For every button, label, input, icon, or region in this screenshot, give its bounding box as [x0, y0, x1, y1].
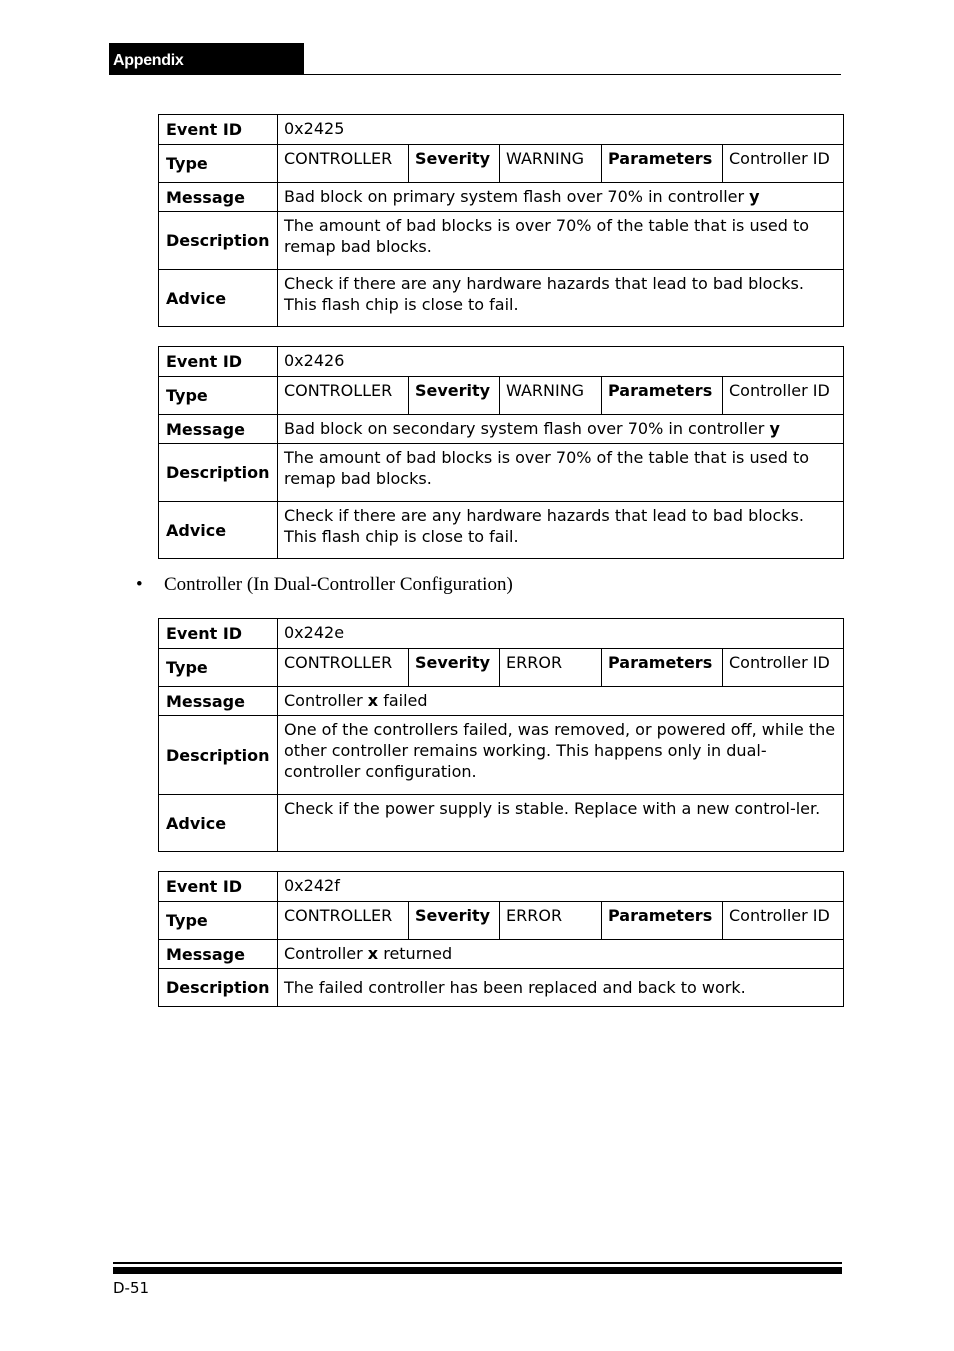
- severity-label: Severity: [409, 145, 500, 183]
- page-number: D-51: [113, 1279, 150, 1297]
- type-value: CONTROLLER: [278, 145, 409, 183]
- header-rule: [304, 74, 841, 75]
- description-label: Description: [159, 969, 278, 1007]
- footer-rule-thin: [113, 1262, 842, 1264]
- event-id-label: Event ID: [159, 347, 278, 377]
- event-id-label: Event ID: [159, 619, 278, 649]
- parameters-label: Parameters: [602, 145, 723, 183]
- type-label: Type: [159, 649, 278, 687]
- event-table: [158, 871, 844, 1007]
- event-id-value: 0x2425: [278, 115, 844, 145]
- description-label: Description: [159, 212, 278, 270]
- event-id-value: 0x2426: [278, 347, 844, 377]
- parameters-label: Parameters: [602, 377, 723, 415]
- severity-value: ERROR: [500, 649, 602, 687]
- advice-value: Check if there are any hardware hazards that lead to bad blocks. This flash chip is close to fail.: [278, 270, 844, 327]
- footer-rule-thick: [113, 1267, 842, 1274]
- section-bullet: [136, 574, 513, 596]
- description-value: One of the controllers failed, was removed, or powered off, while the other controller remains working. This happens only in dual-controller configuration.: [278, 716, 844, 795]
- bullet-text: Controller (In Dual-Controller Configuration): [164, 574, 513, 595]
- message-value: Bad block on secondary system flash over 70% in controller y: [278, 415, 844, 444]
- severity-value: WARNING: [500, 145, 602, 183]
- parameters-value: Controller ID: [723, 649, 844, 687]
- event-id-label: Event ID: [159, 115, 278, 145]
- type-value: CONTROLLER: [278, 649, 409, 687]
- parameters-value: Controller ID: [723, 145, 844, 183]
- type-value: CONTROLLER: [278, 377, 409, 415]
- event-id-value: 0x242e: [278, 619, 844, 649]
- parameters-value: Controller ID: [723, 902, 844, 940]
- advice-value: Check if there are any hardware hazards that lead to bad blocks. This flash chip is close to fail.: [278, 502, 844, 559]
- advice-value: Check if the power supply is stable. Replace with a new control-ler.: [278, 795, 844, 852]
- event-table: [158, 618, 844, 852]
- parameters-label: Parameters: [602, 902, 723, 940]
- description-value: The failed controller has been replaced and back to work.: [278, 969, 844, 1007]
- event-table: [158, 346, 844, 559]
- bullet-symbol: •: [136, 574, 143, 595]
- message-label: Message: [159, 183, 278, 212]
- severity-value: ERROR: [500, 902, 602, 940]
- advice-label: Advice: [159, 502, 278, 559]
- type-label: Type: [159, 902, 278, 940]
- message-value: Controller x returned: [278, 940, 844, 969]
- section-header-tab: [109, 43, 304, 75]
- description-value: The amount of bad blocks is over 70% of the table that is used to remap bad blocks.: [278, 444, 844, 502]
- severity-label: Severity: [409, 902, 500, 940]
- severity-label: Severity: [409, 649, 500, 687]
- event-table: [158, 114, 844, 327]
- type-label: Type: [159, 377, 278, 415]
- description-label: Description: [159, 444, 278, 502]
- parameters-label: Parameters: [602, 649, 723, 687]
- severity-label: Severity: [409, 377, 500, 415]
- type-value: CONTROLLER: [278, 902, 409, 940]
- severity-value: WARNING: [500, 377, 602, 415]
- message-value: Controller x failed: [278, 687, 844, 716]
- advice-label: Advice: [159, 270, 278, 327]
- event-id-label: Event ID: [159, 872, 278, 902]
- parameters-value: Controller ID: [723, 377, 844, 415]
- description-label: Description: [159, 716, 278, 795]
- message-value: Bad block on primary system flash over 70% in controller y: [278, 183, 844, 212]
- message-label: Message: [159, 687, 278, 716]
- message-label: Message: [159, 940, 278, 969]
- advice-label: Advice: [159, 795, 278, 852]
- type-label: Type: [159, 145, 278, 183]
- message-label: Message: [159, 415, 278, 444]
- description-value: The amount of bad blocks is over 70% of the table that is used to remap bad blocks.: [278, 212, 844, 270]
- event-id-value: 0x242f: [278, 872, 844, 902]
- section-title: Appendix: [113, 52, 184, 69]
